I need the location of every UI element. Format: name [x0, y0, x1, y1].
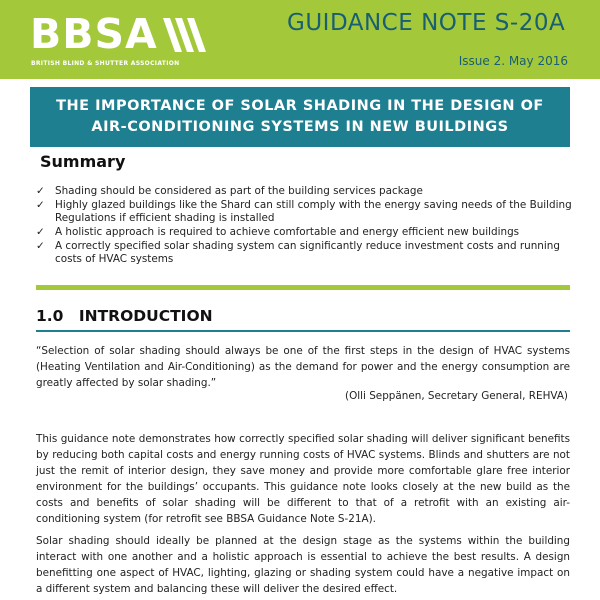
heading-underline [36, 330, 570, 332]
intro-paragraph-1: This guidance note demonstrates how correctly specified solar shading will deliver significant benefits by reducing both capital costs and energy running costs of HVAC systems. Blinds and shutters are not just the remit of interior design, they save money and provide more comfortable glare free interior environment for the buildings’ occupants. This guidance note looks closely at the new build as the costs and benefits of solar shading will be different to that of a retrofit with an existing air-conditioning system (for retrofit see BBSA Guidance Note S-21A). [36, 433, 570, 525]
introduction-heading: 1.0 INTRODUCTION [36, 307, 213, 325]
intro-quote: “Selection of solar shading should always be one of the first steps in the design of HVAC systems (Heating Ventilation and Air-Conditioning) as the demand for power and the energy consumption are greatly affected by solar shading.” [36, 345, 570, 389]
summary-item-text: A correctly specified solar shading system can significantly reduce investment costs and running costs of HVAC systems [55, 240, 560, 265]
list-item [36, 226, 576, 239]
guidance-note-title: GUIDANCE NOTE S-20A [287, 10, 566, 36]
document-header [0, 0, 600, 79]
logo-wordmark: BBSA [30, 10, 158, 58]
document-title-band [30, 87, 570, 147]
logo-tagline: BRITISH BLIND & SHUTTER ASSOCIATION [31, 60, 180, 67]
summary-heading: Summary [40, 152, 126, 171]
checkmark-icon: ✓ [36, 185, 45, 197]
checkmark-icon: ✓ [36, 199, 45, 211]
title-line-1: THE IMPORTANCE OF SOLAR SHADING IN THE DESIGN OF [56, 98, 544, 114]
summary-item-text: A holistic approach is required to achieve comfortable and energy efficient new buildings [55, 226, 520, 238]
checkmark-icon: ✓ [36, 240, 45, 252]
quote-attribution: (Olli Seppänen, Secretary General, REHVA) [345, 390, 568, 402]
section-divider-green [36, 285, 570, 290]
intro-paragraph-2: Solar shading should ideally be planned at the design stage as the systems within the building interact with one another and a holistic approach is essential to achieve the best results. A design benefitting one aspect of HVAC, lighting, glazing or shading system could have a negative impact on a different system and balancing these will deliver the desired effect. [36, 535, 570, 595]
list-item [36, 185, 576, 198]
title-line-2: AIR-CONDITIONING SYSTEMS IN NEW BUILDINGS [91, 119, 509, 135]
list-item [36, 240, 576, 266]
logo-slashes-icon [161, 18, 207, 52]
summary-list [36, 185, 576, 267]
bbsa-logo [30, 12, 210, 72]
summary-item-text: Shading should be considered as part of the building services package [55, 185, 423, 197]
checkmark-icon: ✓ [36, 226, 45, 238]
summary-item-text: Highly glazed buildings like the Shard can still comply with the energy saving needs of the Building Regulations if efficient shading is installed [55, 199, 572, 224]
list-item [36, 199, 576, 225]
issue-date: Issue 2. May 2016 [458, 54, 568, 68]
